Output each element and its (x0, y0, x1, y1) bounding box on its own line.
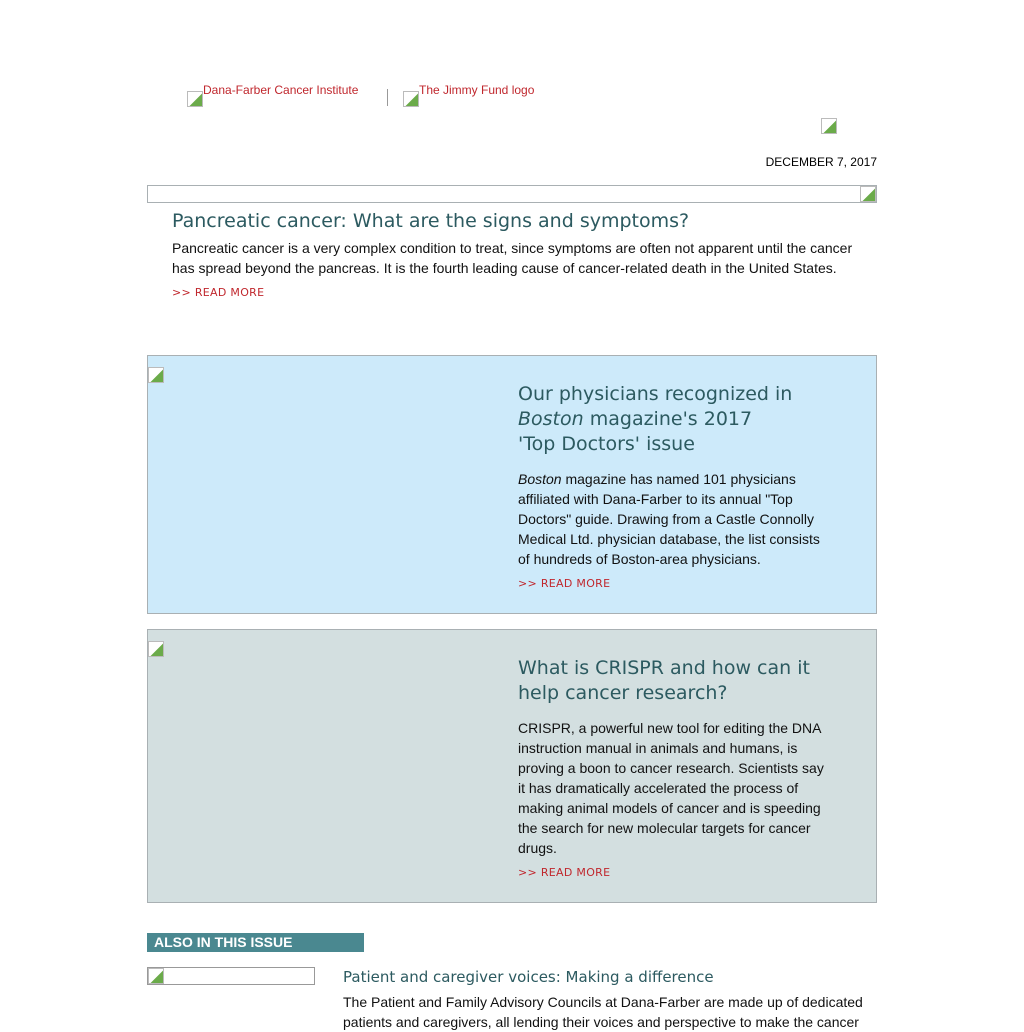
broken-image-icon (187, 91, 203, 107)
broken-image-icon (148, 641, 164, 657)
broken-image-icon (821, 118, 837, 134)
article-thumbnail[interactable] (147, 967, 315, 985)
issue-date: DECEMBER 7, 2017 (765, 155, 877, 169)
feature-body (518, 469, 830, 569)
lead-article (172, 208, 862, 299)
logo-divider (387, 89, 388, 106)
lead-title[interactable]: Pancreatic cancer: What are the signs and symptoms? (172, 210, 690, 232)
dfci-logo-alt: Dana-Farber Cancer Institute (203, 83, 359, 97)
feature-physicians (147, 355, 877, 614)
feature-title[interactable] (518, 382, 830, 457)
title-line: 'Top Doctors' issue (518, 433, 695, 455)
read-more-link[interactable]: >> READ MORE (172, 286, 265, 299)
broken-image-icon (148, 968, 164, 984)
feature-body: CRISPR, a powerful new tool for editing the DNA instruction manual in animals and humans, is proving a boon to cancer research. Scientists say it has dramatically accelerated the process of making animal models of cancer and is speeding the search for new molecular targets for cancer drugs. (518, 720, 824, 856)
also-article-title[interactable]: Patient and caregiver voices: Making a difference (343, 968, 714, 986)
broken-image-icon (860, 186, 876, 202)
title-line: magazine's 2017 (583, 408, 753, 430)
title-italic: Boston (518, 408, 584, 430)
feature-title[interactable]: What is CRISPR and how can it help cancer research? (518, 657, 810, 704)
title-line: Our physicians recognized in (518, 383, 793, 405)
feature-crispr (147, 629, 877, 903)
lead-body: Pancreatic cancer is a very complex condition to treat, since symptoms are often not apparent until the cancer has spread beyond the pancreas. It is the fourth leading cause of cancer-related death in the United States. (172, 240, 853, 276)
also-article-body: The Patient and Family Advisory Councils at Dana-Farber are made up of dedicated patients and caregivers, all lending their voices and perspective to make the cancer (343, 994, 863, 1030)
also-in-this-issue-heading: ALSO IN THIS ISSUE (147, 933, 364, 952)
body-text: magazine has named 101 physicians affiliated with Dana-Farber to its annual "Top Doctors" guide. Drawing from a Castle Connolly Medical Ltd. physician database, the list consists of hundreds of Boston-area physicians. (518, 471, 820, 567)
broken-image-icon (403, 91, 419, 107)
jimmy-fund-logo-alt: The Jimmy Fund logo (419, 83, 535, 97)
read-more-link[interactable]: >> READ MORE (518, 866, 611, 879)
broken-image-icon (148, 367, 164, 383)
lead-image (147, 185, 877, 203)
read-more-link[interactable]: >> READ MORE (518, 577, 611, 590)
also-article (343, 966, 883, 1032)
dfci-logo[interactable] (187, 83, 359, 107)
jimmy-fund-logo[interactable] (403, 83, 535, 107)
body-italic: Boston (518, 471, 562, 487)
